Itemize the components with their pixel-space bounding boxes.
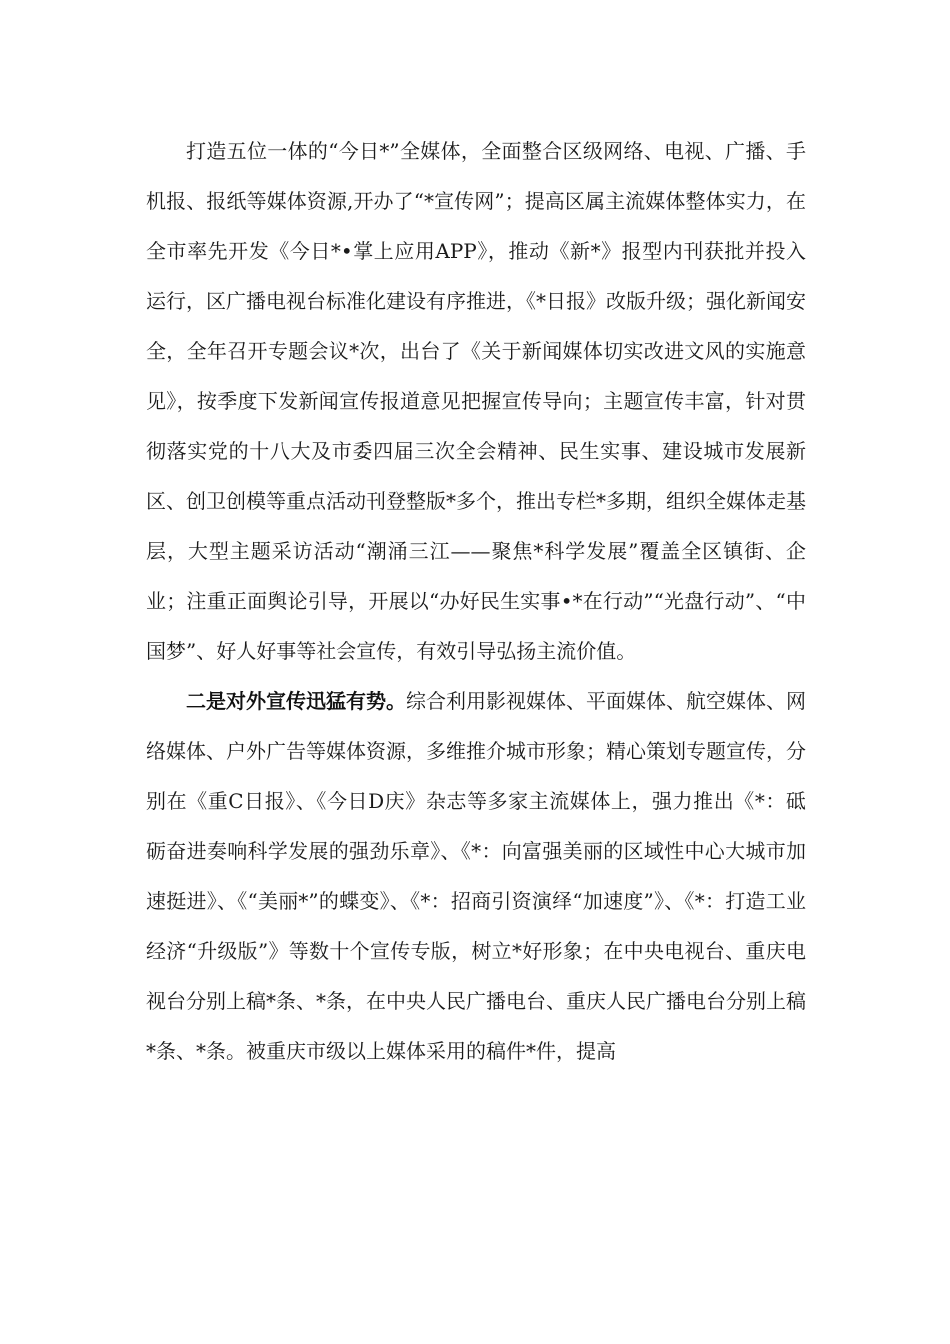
paragraph-body: 打造五位一体的“今日*”全媒体，全面整合区级网络、电视、广播、手机报、报纸等媒体资源,开办了“*宣传网”；提高区属主流媒体整体实力，在全市率先开发《今日*•掌上应用APP》，推动《新*》报型内刊获批并投入运行，区广播电视台标准化建设有序推进，《*日报》改版升级；强化新闻安全，全年召开专题会议*次，出台了《关于新闻媒体切实改进文风的实施意见》，按季度下发新闻宣传报道意见把握宣传导向；主题宣传丰富，针对贯彻落实党的十八大及市委四届三次全会精神、民生实事、建设城市发展新区、创卫创模等重点活动刊登整版*多个，推出专栏*多期，组织全媒体走基层，大型主题采访活动“潮涌三江——聚焦*科学发展”覆盖全区镇街、企业；注重正面舆论引导，开展以“办好民生实事•*在行动”“光盘行动”、“中国梦”、好人好事等社会宣传，有效引导弘扬主流价值。 — [146, 139, 806, 663]
document-body — [146, 126, 806, 1076]
paragraph-media-integration — [146, 126, 806, 676]
paragraph-body: 综合利用影视媒体、平面媒体、航空媒体、网络媒体、户外广告等媒体资源，多维推介城市形象；精心策划专题宣传，分别在《重C日报》、《今日D庆》杂志等多家主流媒体上，强力推出《*：砥砺奋进奏响科学发展的强劲乐章》、《*：向富强美丽的区域性中心大城市加速挺进》、《“美丽*”的蝶变》、《*：招商引资演绎“加速度”》、《*：打造工业经济“升级版”》等数十个宣传专版，树立*好形象；在中央电视台、重庆电视台分别上稿*条、*条，在中央人民广播电台、重庆人民广播电台分别上稿*条、*条。被重庆市级以上媒体采用的稿件*件，提高 — [146, 689, 806, 1063]
paragraph-lead-heading: 二是对外宣传迅猛有势。 — [186, 689, 406, 713]
paragraph-external-publicity — [146, 676, 806, 1076]
